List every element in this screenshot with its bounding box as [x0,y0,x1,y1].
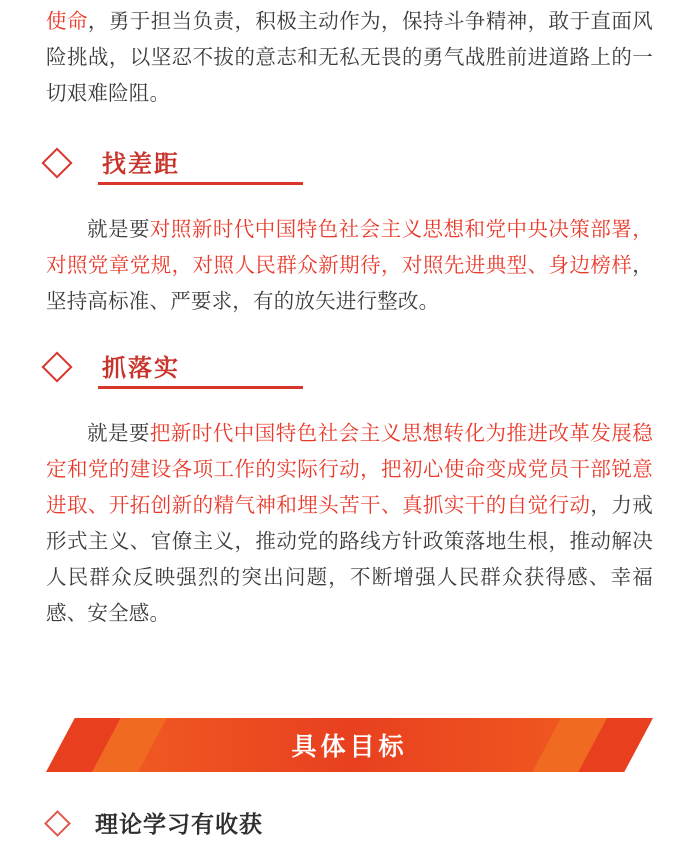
top-paragraph-rest: ，勇于担当负责，积极主动作为，保持斗争精神，敢于直面风险挑战，以坚忍不拔的意志和无私无畏的勇气战胜前进道路上的一切艰难险阻。 [46,10,653,105]
section-title-1: 找差距 [102,151,180,178]
banner [46,718,653,772]
banner-container [0,718,699,772]
sub-heading-label: 理论学习有收获 [95,811,263,837]
section-underline [98,182,303,185]
section-paragraph-1 [46,212,653,320]
paragraph-part: ，坚持高标准、严要求，有的放矢进行整改。 [46,254,653,313]
section-heading-1 [46,142,653,194]
paragraph-part: 就是要 [87,218,150,241]
sub-heading [46,806,653,846]
section-underline [98,386,303,389]
paragraph-part: 就是要 [87,422,150,445]
section-heading-2 [46,346,653,398]
diamond-icon [41,351,72,382]
top-paragraph [46,0,653,112]
banner-title: 具体目标 [291,733,408,761]
section-paragraph-2 [46,416,653,632]
paragraph-part-highlight: 对照新时代中国特色社会主义思想和党中央决策部署，对照党章党规，对照人民群众新期待，对照先进典型、身边榜样 [46,218,653,277]
section-title-2: 抓落实 [102,355,180,382]
top-paragraph-lead-highlight: 使命 [46,10,88,33]
paragraph-part-highlight: 把新时代中国特色社会主义思想转化为推进改革发展稳定和党的建设各项工作的实际行动，把初心使命变成党员干部锐意进取、开拓创新的精气神和埋头苦干、真抓实干的自觉行动 [46,422,653,517]
paragraph-part: ，力戒形式主义、官僚主义，推动党的路线方针政策落地生根，推动解决人民群众反映强烈的突出问题，不断增强人民群众获得感、幸福感、安全感。 [46,494,653,625]
diamond-outline-icon [44,810,71,837]
diamond-icon [41,147,72,178]
